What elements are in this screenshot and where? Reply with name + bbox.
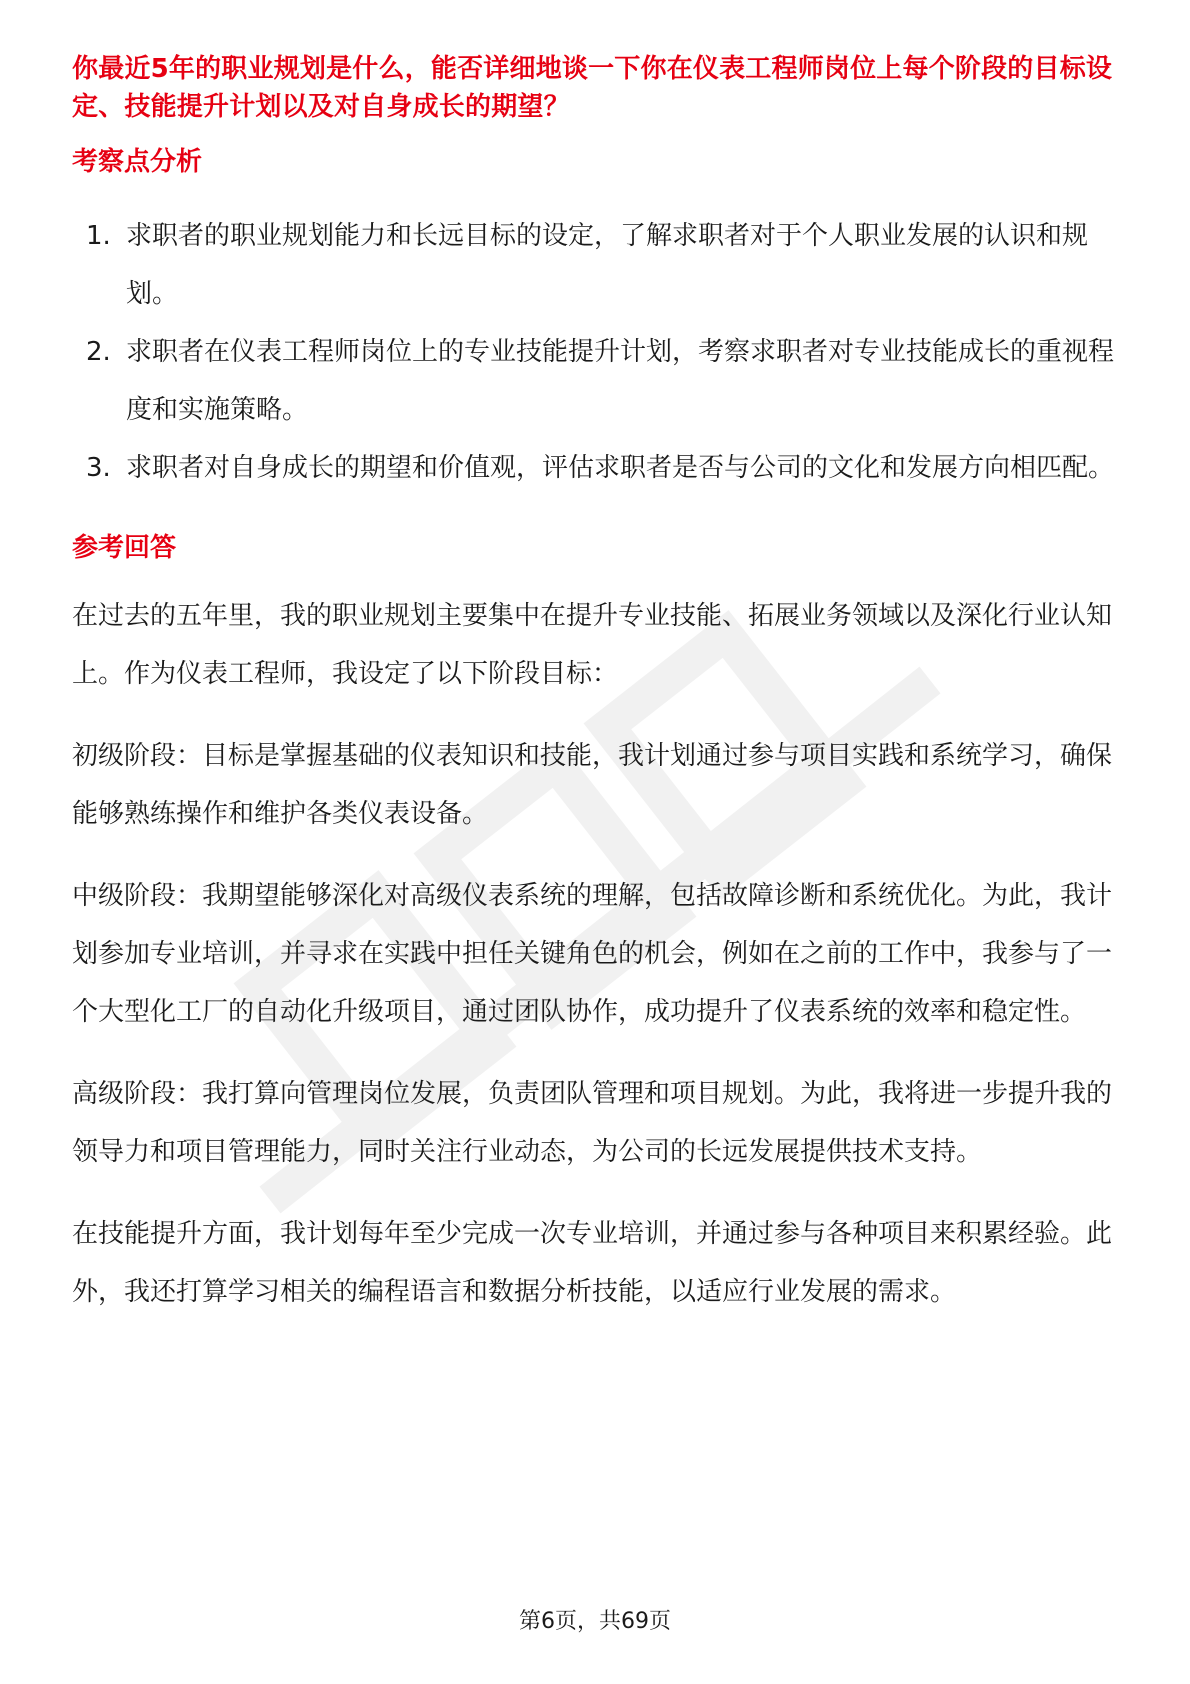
list-number: 2. [86,337,111,367]
answer-paragraph: 在过去的五年里，我的职业规划主要集中在提升专业技能、拓展业务领域以及深化行业认知上。作为仪表工程师，我设定了以下阶段目标： [72,601,1113,689]
list-item-text: 求职者的职业规划能力和长远目标的设定，了解求职者对于个人职业发展的认识和规划。 [126,221,1089,309]
answer-heading: 参考回答 [72,533,177,563]
list-number: 1. [86,221,111,251]
document-page [72,50,1118,1321]
page-number: 第6页，共69页 [519,1609,671,1634]
answer-paragraph: 中级阶段：我期望能够深化对高级仪表系统的理解，包括故障诊断和系统优化。为此，我计划参加专业培训，并寻求在实践中担任关键角色的机会，例如在之前的工作中，我参与了一个大型化工厂的自动化升级项目，通过团队协作，成功提升了仪表系统的效率和稳定性。 [72,881,1113,1027]
list-item-text: 求职者对自身成长的期望和价值观，评估求职者是否与公司的文化和发展方向相匹配。 [126,453,1115,483]
list-item-text: 求职者在仪表工程师岗位上的专业技能提升计划，考察求职者对专业技能成长的重视程度和实施策略。 [126,337,1115,425]
list-number: 3. [86,453,111,483]
answer-paragraph: 在技能提升方面，我计划每年至少完成一次专业培训，并通过参与各种项目来积累经验。此外，我还打算学习相关的编程语言和数据分析技能，以适应行业发展的需求。 [72,1219,1113,1307]
analysis-list [72,207,1118,497]
answer-paragraph: 高级阶段：我打算向管理岗位发展，负责团队管理和项目规划。为此，我将进一步提升我的领导力和项目管理能力，同时关注行业动态，为公司的长远发展提供技术支持。 [72,1079,1113,1167]
list-item [72,439,1118,497]
list-item [72,207,1118,323]
question-title: 你最近5年的职业规划是什么，能否详细地谈一下你在仪表工程师岗位上每个阶段的目标设定、技能提升计划以及对自身成长的期望？ [72,54,1113,122]
answer-paragraph: 初级阶段：目标是掌握基础的仪表知识和技能，我计划通过参与项目实践和系统学习，确保能够熟练操作和维护各类仪表设备。 [72,741,1113,829]
list-item [72,323,1118,439]
analysis-heading: 考察点分析 [72,147,203,177]
